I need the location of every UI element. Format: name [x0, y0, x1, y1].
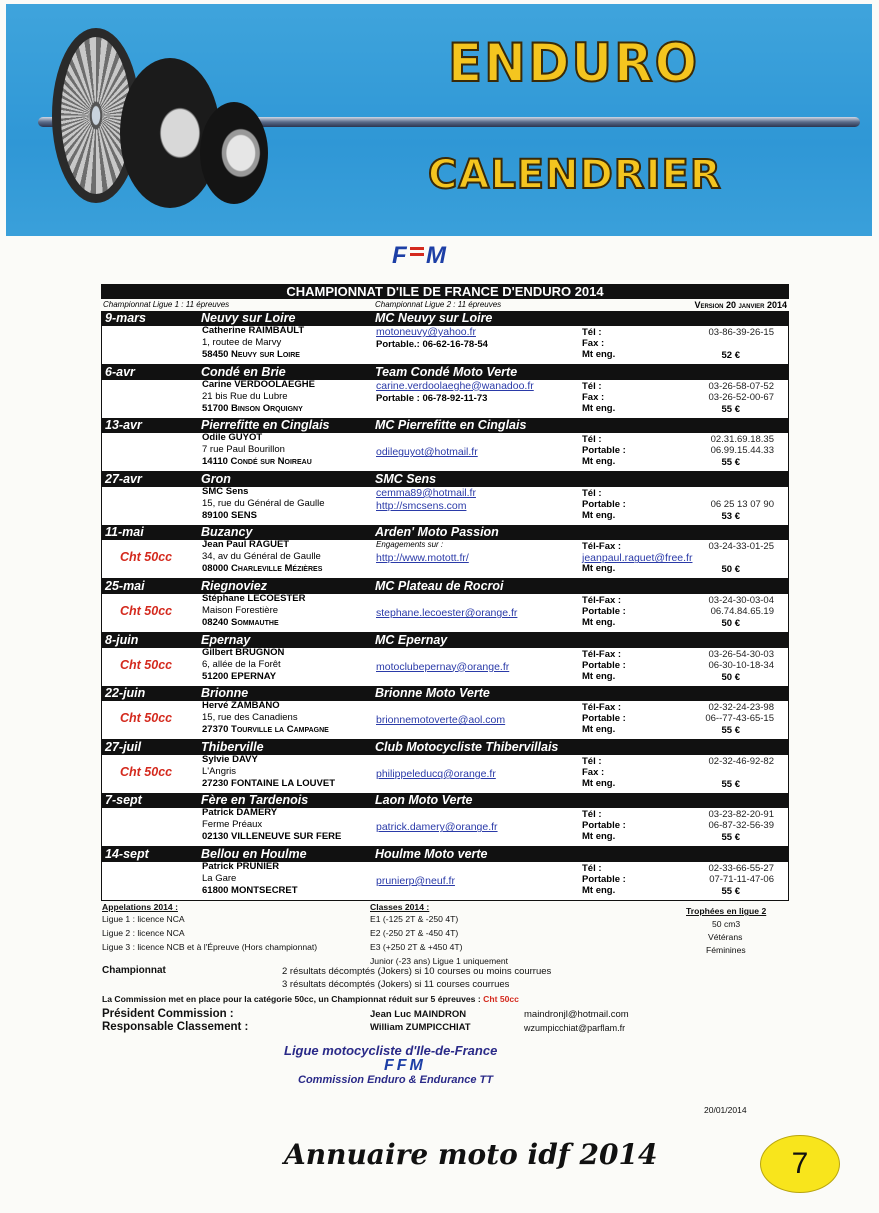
- contact-label: Tél :: [582, 327, 602, 338]
- entry-fee: 55 €: [721, 403, 740, 415]
- event-date: 25-mai: [105, 578, 145, 593]
- event-place: Epernay: [201, 632, 251, 647]
- event-header: [101, 793, 789, 808]
- contact-label: Fax :: [582, 766, 605, 778]
- contact-value: 03-26-52-00-67: [708, 391, 774, 403]
- svg-text:M: M: [426, 242, 446, 269]
- event-block: [101, 525, 789, 579]
- contact-address: 34, av du Général de Gaulle: [202, 551, 321, 563]
- event-header: [101, 686, 789, 701]
- event-date: 7-sept: [105, 793, 142, 808]
- cht-50cc-tag: Cht 50cc: [120, 603, 173, 618]
- event-club: Team Condé Moto Verte: [375, 364, 518, 379]
- contact-link[interactable]: motoclubepernay@orange.fr: [376, 660, 510, 673]
- event-date: 27-avr: [105, 471, 142, 486]
- entry-fee: 53 €: [721, 510, 740, 522]
- contact-value: 06.74.84.65.19: [710, 605, 774, 617]
- contact-label: Mt eng.: [582, 670, 616, 682]
- championship-title: CHAMPIONNAT D'ILE DE FRANCE D'ENDURO 2014: [101, 284, 789, 299]
- class-item: E1 (-125 2T & -250 4T): [370, 914, 459, 924]
- commission-note: [102, 994, 519, 1004]
- contact-address: Ferme Préaux: [202, 819, 263, 831]
- contact-label: Tél-Fax :: [582, 702, 622, 714]
- contact-address: Maison Forestière: [202, 604, 279, 616]
- championnat-label: Championnat: [102, 965, 166, 976]
- contact-link[interactable]: patrick.damery@orange.fr: [376, 821, 498, 834]
- event-place: Condé en Brie: [201, 364, 286, 379]
- event-details: [101, 326, 789, 365]
- commission-cht-tag: Cht 50cc: [483, 994, 519, 1004]
- contact-value: 03-86-39-26-15: [708, 327, 774, 338]
- contact-city: 08240 Sommauthe: [202, 616, 279, 628]
- entry-fee: 55 €: [721, 778, 740, 790]
- contact-value: 02-33-66-55-27: [708, 862, 774, 874]
- title-enduro: ENDURO: [448, 32, 700, 94]
- event-club: Laon Moto Verte: [375, 793, 473, 808]
- contact-city: 14110 Condé sur Noireau: [202, 456, 312, 468]
- contact-address: 7 rue Paul Bourillon: [202, 444, 285, 456]
- engagements-note: Engagements sur :: [376, 540, 444, 550]
- event-club: MC Plateau de Rocroi: [375, 578, 504, 593]
- contact-name: Hervé ZAMBANO: [202, 700, 280, 712]
- contact-city: 51700 Binson Orquigny: [202, 402, 303, 414]
- contact-label: Mt eng.: [582, 563, 616, 575]
- contact-city: 51200 EPERNAY: [202, 670, 277, 682]
- events-table: [101, 311, 789, 901]
- contact-label: Mt eng.: [582, 349, 616, 360]
- header-banner: [6, 4, 872, 236]
- event-date: 9-mars: [105, 311, 146, 325]
- event-block: [101, 793, 789, 847]
- event-block: [101, 418, 789, 472]
- contact-name: SMC Sens: [202, 485, 249, 497]
- contact-label: Portable :: [582, 605, 626, 617]
- contact-link[interactable]: odileguyot@hotmail.fr: [376, 446, 478, 459]
- event-header: [101, 525, 789, 540]
- event-date: 14-sept: [105, 846, 149, 861]
- event-block: [101, 472, 789, 526]
- document-date: 20/01/2014: [704, 1105, 747, 1115]
- championship-subtitle-row: [101, 300, 789, 311]
- contact-name: Patrick DAMERY: [202, 807, 278, 819]
- event-club: Houlme Moto verte: [375, 846, 488, 861]
- event-place: Riegnoviez: [201, 578, 267, 593]
- contact-value: 06-30-10-18-34: [708, 659, 774, 671]
- version-note: Version 20 janvier 2014: [694, 300, 787, 310]
- event-club: Brionne Moto Verte: [375, 686, 490, 701]
- cht-50cc-tag: Cht 50cc: [120, 764, 173, 779]
- event-details: [101, 808, 789, 847]
- trophee-item: 50 cm3: [712, 919, 741, 929]
- entry-fee: 52 €: [721, 350, 740, 361]
- entry-fee: 55 €: [721, 457, 740, 469]
- contact-label: Tél :: [582, 755, 602, 767]
- event-header: [101, 365, 789, 380]
- class-item: E3 (+250 2T & +450 4T): [370, 942, 463, 952]
- contact-name: Gilbert BRUGNON: [202, 646, 285, 658]
- responsable-label: Responsable Classement :: [102, 1021, 249, 1033]
- contact-city: 61800 MONTSECRET: [202, 884, 298, 896]
- contact-name: Sylvie DAVY: [202, 753, 258, 765]
- contact-label: Portable :: [582, 873, 626, 885]
- contact-value: 02.31.69.18.35: [710, 434, 774, 446]
- event-details: [101, 433, 789, 472]
- event-date: 22-juin: [105, 686, 146, 701]
- event-place: Buzancy: [201, 525, 253, 540]
- contact-label: Fax :: [582, 391, 605, 403]
- contact-link[interactable]: stephane.lecoester@orange.fr: [376, 606, 518, 619]
- event-club: Arden' Moto Passion: [375, 525, 499, 540]
- contact-portable: Portable.: 06-62-16-78-54: [376, 339, 488, 350]
- event-details: [101, 648, 789, 687]
- contact-label: Mt eng.: [582, 831, 616, 843]
- event-details: [101, 380, 789, 419]
- contact-address: 15, rue des Canadiens: [202, 712, 298, 724]
- contact-label: Fax :: [582, 338, 605, 349]
- event-details: [101, 487, 789, 526]
- event-block: [101, 365, 789, 419]
- title-calendrier: CALENDRIER: [428, 152, 722, 198]
- contact-city: 27230 FONTAINE LA LOUVET: [202, 777, 336, 789]
- contact-address: La Gare: [202, 872, 237, 884]
- contact-value: 06-87-32-56-39: [708, 820, 774, 832]
- contact-label: Portable :: [582, 498, 626, 510]
- event-club: MC Neuvy sur Loire: [375, 311, 493, 325]
- classes-title: Classes 2014 :: [370, 902, 430, 912]
- event-date: 27-juil: [105, 739, 142, 754]
- event-header: [101, 418, 789, 433]
- president-label: Président Commission :: [102, 1008, 234, 1020]
- contact-label: Tél :: [582, 487, 602, 499]
- event-details: [101, 755, 789, 794]
- appellation-item: Ligue 1 : licence NCA: [102, 914, 185, 924]
- contact-name: Jean Paul RAGUET: [202, 539, 290, 551]
- event-header: [101, 633, 789, 648]
- contact-address: 1, routee de Marvy: [202, 337, 282, 348]
- contact-name: Odile GUYOT: [202, 432, 263, 444]
- ligue2-note: Championnat Ligue 2 : 11 épreuves: [375, 300, 502, 309]
- event-block: [101, 311, 789, 365]
- contact-value: 06--77-43-65-15: [705, 713, 774, 725]
- event-details: [101, 701, 789, 740]
- contact-value: 02-32-24-23-98: [708, 702, 774, 714]
- appellation-item: Ligue 2 : licence NCA: [102, 928, 185, 938]
- svg-text:F: F: [392, 242, 409, 269]
- contact-label: Tél :: [582, 434, 602, 446]
- contact-label: Portable :: [582, 713, 626, 725]
- contact-name: Stéphane LECOESTER: [202, 592, 306, 604]
- president-email[interactable]: maindronjl@hotmail.com: [524, 1009, 629, 1020]
- contact-label: Portable :: [582, 659, 626, 671]
- responsable-email[interactable]: wzumpicchiat@parflam.fr: [524, 1023, 626, 1033]
- event-place: Thiberville: [201, 739, 264, 754]
- trophees-title: Trophées en ligue 2: [686, 906, 767, 916]
- contact-label: Tél-Fax :: [582, 541, 622, 553]
- contact-link[interactable]: motoneuvy@yahoo.fr: [376, 326, 476, 338]
- trophee-item: Vétérans: [708, 932, 743, 942]
- ligue1-note: Championnat Ligue 1 : 11 épreuves: [103, 300, 230, 309]
- appellations-title: Appelations 2014 :: [102, 902, 178, 912]
- contact-value: 02-32-46-92-82: [708, 755, 774, 767]
- entry-fee: 50 €: [721, 617, 740, 629]
- contact-label: Mt eng.: [582, 724, 616, 736]
- ffm-logo-icon: [388, 241, 488, 269]
- contact-email-link[interactable]: jeanpaul.raguet@free.fr: [582, 552, 693, 565]
- contact-city: 02130 VILLENEUVE SUR FERE: [202, 831, 342, 843]
- event-place: Neuvy sur Loire: [201, 311, 296, 325]
- contact-link[interactable]: cemma89@hotmail.fr: [376, 486, 476, 499]
- event-block: [101, 579, 789, 633]
- contact-portable: Portable : 06-78-92-11-73: [376, 392, 488, 404]
- commission-note-text: La Commission met en place pour la catégorie 50cc, un Championnat réduit sur 5 épreuves :: [102, 994, 481, 1004]
- event-block: [101, 686, 789, 740]
- event-date: 8-juin: [105, 632, 139, 647]
- contact-label: Tél :: [582, 809, 602, 821]
- trophee-item: Féminines: [706, 945, 746, 955]
- contact-link[interactable]: brionnemotoverte@aol.com: [376, 714, 506, 727]
- contact-label: Tél-Fax :: [582, 648, 622, 660]
- event-place: Pierrefitte en Cinglais: [201, 418, 330, 433]
- event-header: [101, 311, 789, 326]
- class-item: E2 (-250 2T & -450 4T): [370, 928, 459, 938]
- event-club: MC Epernay: [375, 632, 448, 647]
- event-header: [101, 847, 789, 862]
- contact-value: 03-26-58-07-52: [708, 380, 774, 392]
- contact-address: L'Angris: [202, 765, 237, 777]
- event-header: [101, 472, 789, 487]
- event-club: Club Motocycliste Thibervillais: [375, 739, 559, 754]
- entry-fee: 55 €: [721, 725, 740, 737]
- event-details: [101, 862, 789, 901]
- page-number: 7: [760, 1135, 840, 1193]
- quad-tire-icon: [200, 102, 268, 204]
- contact-value: 07-71-11-47-06: [709, 873, 774, 885]
- event-place: Brionne: [201, 686, 249, 701]
- contact-link[interactable]: http://www.motott.fr/: [376, 552, 469, 565]
- event-block: [101, 847, 789, 901]
- president-name: Jean Luc MAINDRON: [370, 1009, 467, 1020]
- cht-50cc-tag: Cht 50cc: [120, 657, 173, 672]
- contact-city: 08000 Charleville Mézières: [202, 563, 323, 575]
- cht-50cc-tag: Cht 50cc: [120, 550, 173, 565]
- event-club: MC Pierrefitte en Cinglais: [375, 418, 527, 433]
- appellation-item: Ligue 3 : licence NCB et à l'Épreuve (Hors championnat): [102, 942, 318, 952]
- contact-value: 06 25 13 07 90: [710, 498, 774, 510]
- event-details: [101, 594, 789, 633]
- contact-link[interactable]: philippeleducq@orange.fr: [376, 767, 496, 780]
- contact-city: 58450 Neuvy sur Loire: [202, 349, 300, 360]
- contact-name: Patrick PRUNIER: [202, 860, 280, 872]
- event-place: Fère en Tardenois: [201, 793, 309, 808]
- contact-label: Mt eng.: [582, 456, 616, 468]
- event-header: [101, 579, 789, 594]
- event-club: SMC Sens: [375, 471, 437, 486]
- contact-label: Tél :: [582, 862, 602, 874]
- entry-fee: 50 €: [721, 564, 740, 576]
- contact-label: Mt eng.: [582, 402, 616, 414]
- event-block: [101, 633, 789, 687]
- contact-address: 6, allée de la Forêt: [202, 658, 281, 670]
- annuaire-title: Annuaire moto idf 2014: [284, 1138, 658, 1171]
- ffm-signature-logo: FFM: [384, 1057, 426, 1074]
- contact-name: Carine VERDOOLAEGHE: [202, 378, 315, 390]
- entry-fee: 55 €: [721, 885, 740, 897]
- entry-fee: 55 €: [721, 832, 740, 844]
- contact-value: 06.99.15.44.33: [710, 445, 774, 457]
- entry-fee: 50 €: [721, 671, 740, 683]
- jokers-rule-2: 3 résultats décomptés (Jokers) si 11 courses courrues: [282, 979, 510, 990]
- contact-label: Tél-Fax :: [582, 594, 622, 606]
- contact-link[interactable]: prunierp@neuf.fr: [376, 874, 455, 887]
- contact-label: Mt eng.: [582, 777, 616, 789]
- event-date: 11-mai: [105, 525, 144, 540]
- contact-value: 03-23-82-20-91: [708, 809, 774, 821]
- class-item: Junior (-23 ans) Ligue 1 uniquement: [370, 956, 509, 966]
- event-date: 6-avr: [105, 364, 135, 379]
- event-place: Gron: [201, 471, 231, 486]
- contact-city: 27370 Tourville la Campagne: [202, 724, 329, 736]
- event-block: [101, 740, 789, 794]
- cht-50cc-tag: Cht 50cc: [120, 711, 173, 726]
- contact-address: 15, rue du Général de Gaulle: [202, 497, 325, 509]
- contact-label: Mt eng.: [582, 616, 616, 628]
- contact-value: 03-24-30-03-04: [708, 594, 774, 606]
- contact-value: 03-26-54-30-03: [708, 648, 774, 660]
- contact-value: 03-24-33-01-25: [708, 541, 774, 553]
- commission-signature: Commission Enduro & Endurance TT: [298, 1074, 493, 1086]
- responsable-name: William ZUMPICCHIAT: [370, 1022, 471, 1033]
- contact-website-link[interactable]: http://smcsens.com: [376, 499, 467, 512]
- jokers-rule-1: 2 résultats décomptés (Jokers) si 10 courses ou moins courrues: [282, 966, 552, 977]
- contact-label: Portable :: [582, 820, 626, 832]
- contact-name: Catherine RAIMBAULT: [202, 325, 305, 336]
- ligue-signature: Ligue motocycliste d'Ile-de-France: [284, 1043, 498, 1058]
- contact-city: 89100 SENS: [202, 509, 257, 521]
- event-header: [101, 740, 789, 755]
- event-date: 13-avr: [105, 418, 142, 433]
- event-place: Bellou en Houlme: [201, 846, 307, 861]
- contact-label: Mt eng.: [582, 509, 616, 521]
- contact-label: Portable :: [582, 445, 626, 457]
- event-details: [101, 540, 789, 579]
- contact-label: Mt eng.: [582, 884, 616, 896]
- contact-link[interactable]: carine.verdoolaeghe@wanadoo.fr: [376, 379, 534, 392]
- contact-address: 21 bis Rue du Lubre: [202, 390, 288, 402]
- contact-label: Tél :: [582, 380, 602, 392]
